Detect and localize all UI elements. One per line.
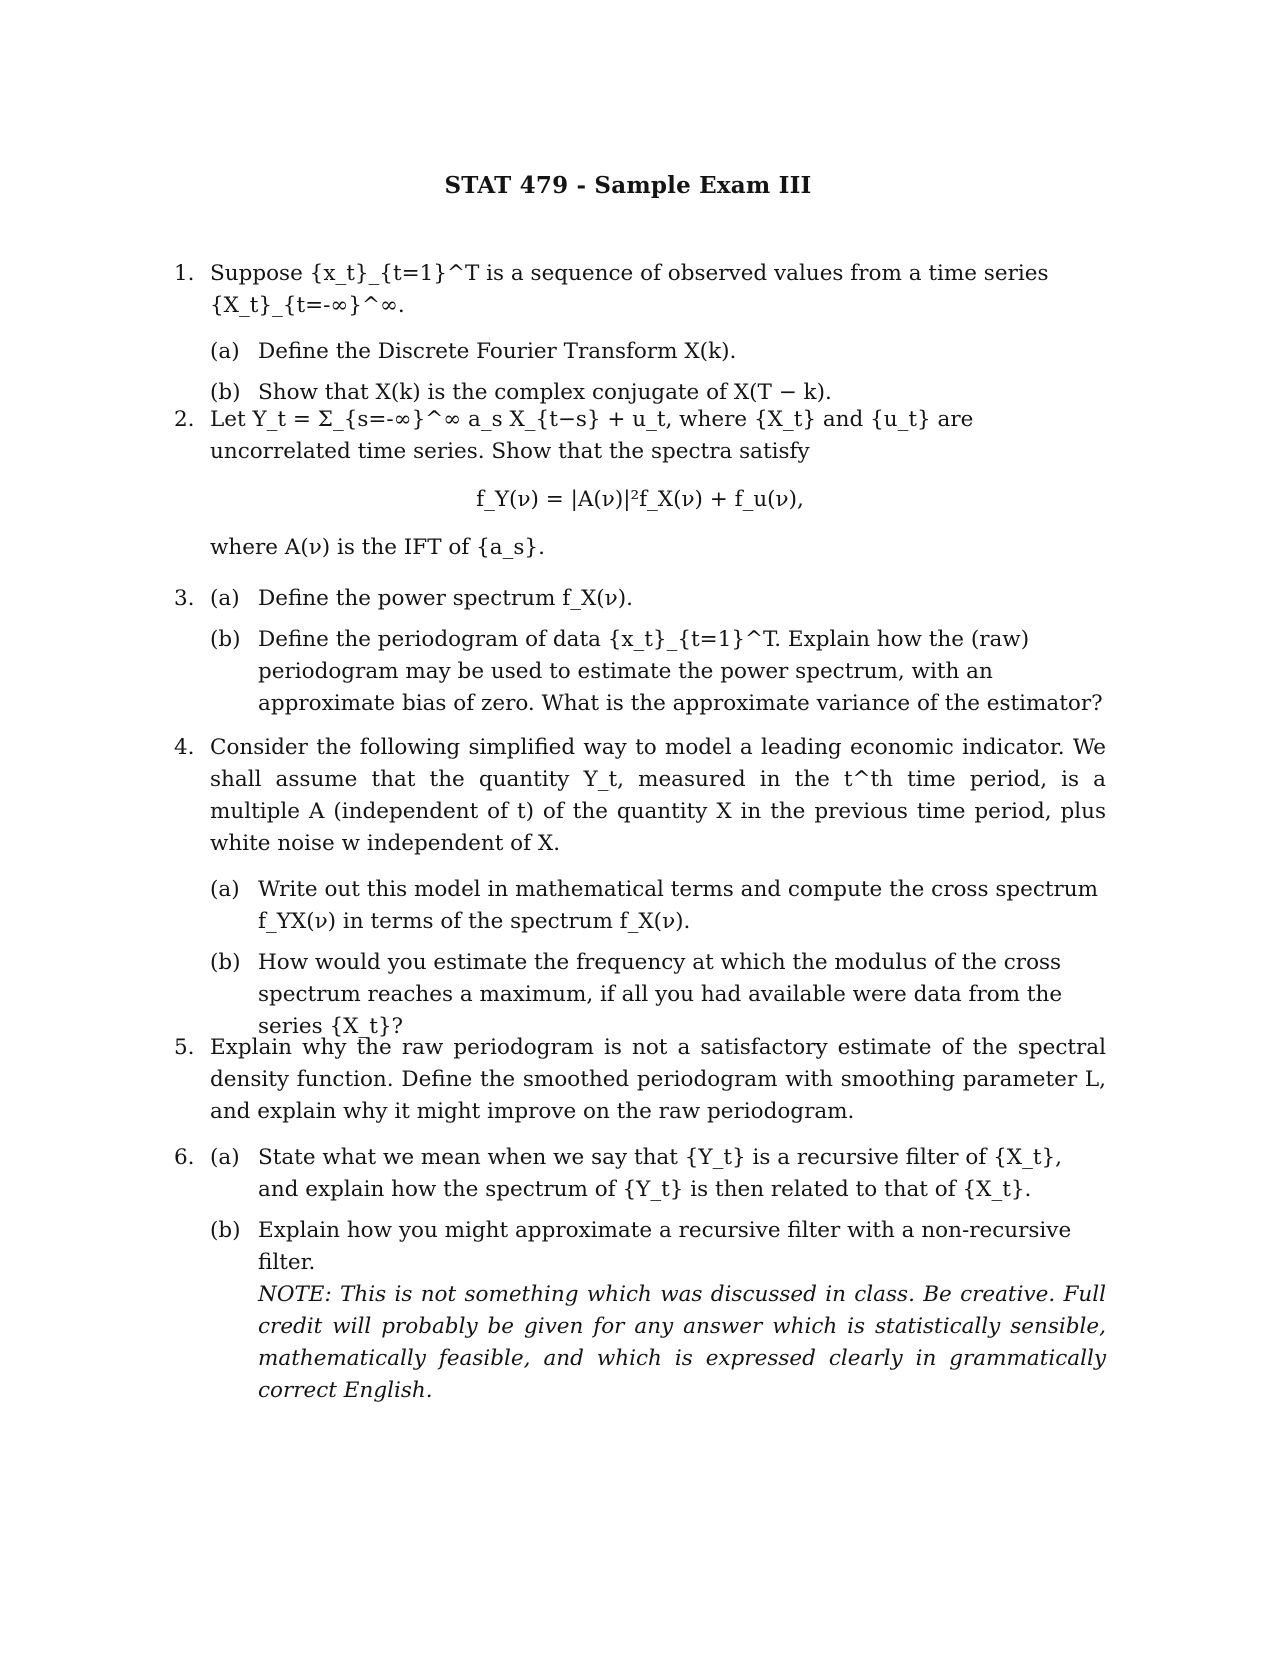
question-number: 4. (174, 735, 195, 760)
question-number: 5. (174, 1035, 195, 1060)
question-3 (174, 583, 1106, 720)
part-text: Explain how you might approximate a recursive filter with a non-recursive filter. (258, 1218, 1072, 1275)
question-part (210, 624, 1106, 720)
question-text: Suppose {x_t}_{t=1}^T is a sequence of observed values from a time series {X_t}_{t=-∞}^∞. (210, 261, 1049, 318)
part-label: (b) (210, 627, 241, 652)
part-label: (b) (210, 950, 241, 975)
part-text: Define the Discrete Fourier Transform X(k). (258, 339, 737, 364)
part-text: State what we mean when we say that {Y_t} is a recursive filter of {X_t}, and explain how the spectrum of {Y_t} is then related to that of {X_t}. (258, 1145, 1062, 1202)
equation: f_Y(ν) = |A(ν)|²f_X(ν) + f_u(ν), (476, 487, 804, 512)
part-label: (b) (210, 1218, 241, 1243)
part-text: Define the power spectrum f_X(ν). (258, 586, 633, 611)
question-1 (174, 258, 1106, 409)
part-text: Write out this model in mathematical terms and compute the cross spectrum f_YX(ν) in terms of the spectrum f_X(ν). (258, 877, 1099, 934)
question-text: Consider the following simplified way to model a leading economic indicator. We shall assume that the quantity Y_t, measured in the t^th time period, is a multiple A (independent of t) of the quantity X in the previous time period, plus white noise w independent of X. (210, 735, 1106, 856)
question-number: 3. (174, 586, 195, 611)
part-label: (a) (210, 1145, 240, 1170)
page-title: STAT 479 - Sample Exam III (444, 172, 812, 199)
question-part (210, 583, 1106, 615)
part-label: (b) (210, 380, 241, 405)
question-number: 2. (174, 407, 195, 432)
part-text: How would you estimate the frequency at which the modulus of the cross spectrum reaches a maximum, if all you had available were data from the series {X_t}? (258, 950, 1063, 1039)
question-text: Explain why the raw periodogram is not a satisfactory estimate of the spectral density function. Define the smoothed periodogram with smoothing parameter L, and explain why it might improve on the raw periodogram. (210, 1035, 1106, 1124)
part-label: (a) (210, 586, 240, 611)
part-text: Define the periodogram of data {x_t}_{t=1}^T. Explain how the (raw) periodogram may be used to estimate the power spectrum, with an approximate bias of zero. What is the approximate variance of the estimator? (258, 627, 1103, 716)
question-part (210, 947, 1106, 1043)
part-note: NOTE: This is not something which was discussed in class. Be creative. Full credit will probably be given for any answer which is statistically sensible, mathematically feasible, and which is expressed clearly in grammatically correct English. (258, 1282, 1106, 1403)
question-part (210, 874, 1106, 938)
question-part (210, 336, 1106, 368)
question-6 (174, 1142, 1106, 1407)
part-text: Show that X(k) is the complex conjugate of X(T − k). (258, 380, 832, 405)
question-5 (174, 1032, 1106, 1128)
question-part (210, 1142, 1106, 1206)
part-label: (a) (210, 877, 240, 902)
question-part (210, 1215, 1106, 1407)
question-text: Let Y_t = Σ_{s=-∞}^∞ a_s X_{t−s} + u_t, where {X_t} and {u_t} are uncorrelated time series. Show that the spectra satisfy (210, 407, 974, 464)
question-number: 1. (174, 261, 195, 286)
part-label: (a) (210, 339, 240, 364)
question-4 (174, 732, 1106, 1043)
question-number: 6. (174, 1145, 195, 1170)
question-2 (174, 404, 1106, 564)
question-text-after: where A(ν) is the IFT of {a_s}. (210, 535, 545, 560)
